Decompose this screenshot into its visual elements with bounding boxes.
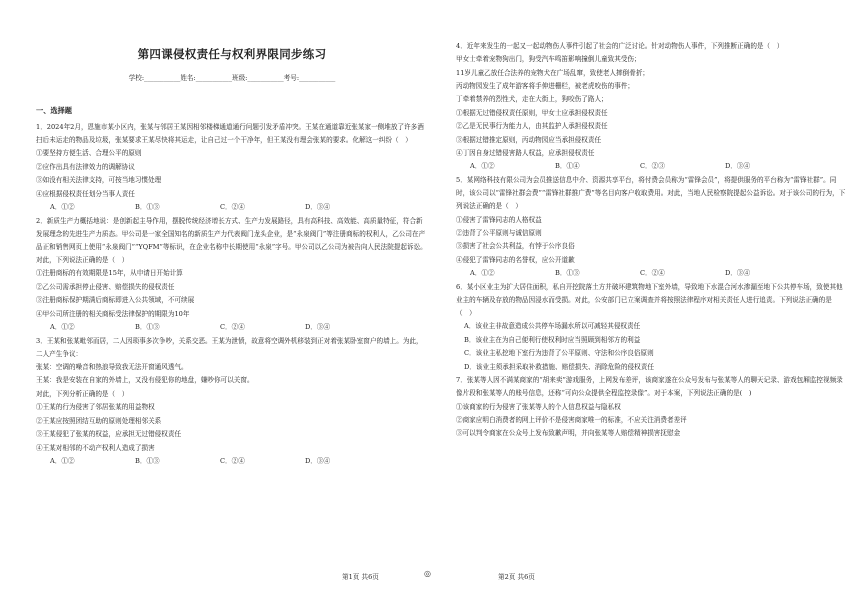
statement-option: ③根据过错推定原则，丙动物园应当承担侵权责任 <box>456 135 602 144</box>
binding-mark-icon: ◎ <box>424 569 431 578</box>
choice-c[interactable]: C．②④ <box>220 203 245 212</box>
statement-option: ①该商家的行为侵害了张某等人的个人信息权益与隐私权 <box>456 402 621 411</box>
dialog-line: 王某：我是安装在自家的外墙上，又没有侵犯你的地盘，嫌吵你可以关窗。 <box>36 376 254 385</box>
statement-option: ④甲公司所注册的相关商标受法律保护的期限为10年 <box>36 309 190 318</box>
choice-c[interactable]: C．②④ <box>220 456 245 465</box>
page-title: 第四课侵权责任与权利界限同步练习 <box>137 47 327 61</box>
choice-d[interactable]: D．该业主须承担采取补救措施、赔偿损失、消除危险的侵权责任 <box>464 362 654 371</box>
choice-a[interactable]: A．①② <box>470 269 495 278</box>
answer-choices <box>36 455 428 469</box>
answer-choices <box>456 160 848 174</box>
choice-a[interactable]: A．①② <box>50 323 75 332</box>
question-7 <box>456 374 848 441</box>
choice-a[interactable]: A．①② <box>50 203 75 212</box>
statement-option: ④侵犯了雷锋同志的名誉权，应公开道歉 <box>456 255 575 264</box>
answer-choices <box>36 321 428 335</box>
choice-a[interactable]: A．该业主非故意造成公共停车场漏水所以可减轻其侵权责任 <box>464 322 641 331</box>
choice-d[interactable]: D．③④ <box>305 456 331 465</box>
question-3 <box>36 335 428 469</box>
statement-option: ①王某的行为侵害了邻居张某的用益物权 <box>36 403 155 412</box>
question-5 <box>456 174 848 281</box>
case-line: 甲女士牵着宠物狗出门，狗受汽车鸣笛影响撞倒儿童致其受伤； <box>456 55 641 64</box>
statement-option: ③注册商标保护期满后商标即进入公共领域，不可续展 <box>36 296 195 305</box>
statement-option: ①根据无过错侵权责任原则，甲女士应承担侵权责任 <box>456 108 608 117</box>
choice-d[interactable]: D．③④ <box>725 269 751 278</box>
case-line: 丙动物园发生了成年游客将手伸进栅栏，被老虎咬伤的事件； <box>456 82 635 91</box>
section-heading: 一、选择题 <box>36 106 72 115</box>
page-right <box>456 0 848 441</box>
statement-option: ④应根据侵权责任划分当事人责任 <box>36 189 135 198</box>
question-4 <box>456 40 848 174</box>
page-left <box>36 0 428 469</box>
question-ask: 对此，下列分析正确的是（ ） <box>36 389 129 398</box>
statement-option: ②违背了公平原则与诚信原则 <box>456 229 542 238</box>
choice-b[interactable]: B．①③ <box>135 203 160 212</box>
choice-c[interactable]: C．该业主私挖地下室行为违背了公平原则、守法和公序良俗原则 <box>464 349 654 358</box>
choice-a[interactable]: A．①② <box>470 162 495 171</box>
question-stem: 4．近年来发生的一起又一起动物伤人事件引起了社会的广泛讨论。针对动物伤人事件，下列推断正确的是（ ） <box>456 42 784 50</box>
dialog-line: 张某：空调的噪音和热浪导致我无法开窗通风透气。 <box>36 363 188 372</box>
page-number-right: 第2页 共6页 <box>498 573 535 581</box>
choice-c[interactable]: C．②④ <box>640 269 665 278</box>
question-stem: 7．张某等人因不满某商家的“胡来卖”游戏服务，上网发布差评，该商家遂在公众号发布与张某等人的聊天记录、游戏包厢监控视频录像片段和张某等人的账号信息，还称“可向公众提供全程监控录像”。对于本案，下列说法正确的是( ) <box>456 376 843 398</box>
statement-option: ②商家应明白消费者的网上评价不是侵害商家唯一的标准，不应关注消费者差评 <box>456 415 687 424</box>
choice-b[interactable]: B．①③ <box>135 456 160 465</box>
question-stem: 5．某网络科技有限公司为会员推送信息中介、资源共享平台，将付费会员称为“雷锋会员”，将提供服务的平台称为“雷锋社群”。同时，该公司以“雷锋社群会费”“雷锋社群推广费”等名目向客户收取费用。对此，当地人民检察院提起公益诉讼。对于该公司的行为，下列说法正确的是（ ） <box>456 176 846 211</box>
statement-option: ③如没有相关法律支持，可按当地习惯处理 <box>36 176 162 185</box>
question-2 <box>36 215 428 335</box>
statement-option: ④王某对相邻的不动产权利人造成了损害 <box>36 443 155 452</box>
statement-option: ③王某侵犯了张某的权益，应承担无过错侵权责任 <box>36 430 182 439</box>
choice-b[interactable]: B．①③ <box>555 269 580 278</box>
choice-b[interactable]: B．该业主在为自己便利行使权利时应当照顾到相邻方的利益 <box>464 335 641 344</box>
choice-c[interactable]: C．②④ <box>220 323 245 332</box>
question-stem: 6．某小区业主为扩大居住面积，私自开挖院落土方并破坏建筑物地下室外墙，导致地下水混合河水渗漏至地下公共停车场，致使其他业主的车辆及存放的物品因浸水而受损。对此，公安部门已立案调查并将按照法律程序对相关责任人进行追责。下列说法正确的是（ ） <box>456 282 843 318</box>
question-stem: 1．2024年2月，恩施市某小区内，张某与邻居王某因相邻楼梯通道通行问题引发矛盾冲突。王某在通道靠近张某家一侧堆放了许多酒扫后未运走的物品及垃圾，张某要求王某尽快将其运走，让自己过一个干净年，但王某没有理会张某的要求。化解这一纠纷（ ） <box>36 123 424 145</box>
choice-b[interactable]: B．①④ <box>555 162 580 171</box>
student-info-line: 学校:___________姓名:___________班级:___________考号:___________ <box>128 74 336 82</box>
choice-d[interactable]: D．③④ <box>725 162 751 171</box>
answer-choices <box>36 201 428 215</box>
statement-option: ①侵害了雷锋同志的人格权益 <box>456 215 542 224</box>
choice-c[interactable]: C．②③ <box>640 162 665 171</box>
question-6 <box>456 281 848 374</box>
statement-option: ④丁因自身过错侵害路人权益，应承担侵权责任 <box>456 149 595 158</box>
question-stem: 2．新质生产力概括地说：是创新起主导作用，摆脱传统经济增长方式、生产力发展路径，具有高科技、高效能、高质量特征，符合新发展理念的先进生产力质态。甲公司是一家全国知名的新质生产力代表阀门龙头企业，是“永泉阀门”等注册商标的权利人，乙公司在产品正和销售网页上使用“永泉阀门”“YQFM”等标识，在企业名称中长期使用“永泉”字号。甲公司以乙公司为被告向人民法院提起诉讼。对此，下列说法正确的是（ ） <box>36 216 427 265</box>
question-1 <box>36 121 428 215</box>
statement-option: ②乙是无民事行为能力人，由其监护人承担侵权责任 <box>456 122 608 131</box>
choice-d[interactable]: D．③④ <box>305 203 331 212</box>
case-line: 丁牵着禁养的烈性犬，走在大街上，狗咬伤了路人； <box>456 95 608 104</box>
page-number-left: 第1页 共6页 <box>342 573 379 581</box>
choice-b[interactable]: B．①③ <box>135 323 160 332</box>
choice-d[interactable]: D．③④ <box>305 323 331 332</box>
statement-option: ①注册商标的有效期限是15年，从申请日开始计算 <box>36 269 183 278</box>
statement-option: ②应作出具有法律效力的调解协议 <box>36 162 135 171</box>
answer-choices <box>456 267 848 281</box>
choice-a[interactable]: A．①② <box>50 456 75 465</box>
statement-option: ②乙公司需承担停止侵害、赔偿损失的侵权责任 <box>36 282 175 291</box>
case-line: 11岁儿童乙放任合法养的宠物犬在广场乱窜，致使老人摔倒骨折； <box>456 68 650 77</box>
statement-option: ③可以判令商家在公众号上发布致歉声明，并向张某等人赔偿精神损害抚慰金 <box>456 429 681 438</box>
question-stem: 3．王某和张某毗邻而居，二人因琐事多次争吵，关系交恶。王某为泄愤，故意将空调外机移装到正对着张某卧室窗户的墙上。为此，二人产生争议： <box>36 336 423 358</box>
statement-option: ③损害了社会公共利益，有悖于公序良俗 <box>456 242 575 251</box>
statement-option: ①要坚持方便生活、合理公平的原则 <box>36 149 142 158</box>
statement-option: ②王某应按照团结互助的原则处理相邻关系 <box>36 416 162 425</box>
